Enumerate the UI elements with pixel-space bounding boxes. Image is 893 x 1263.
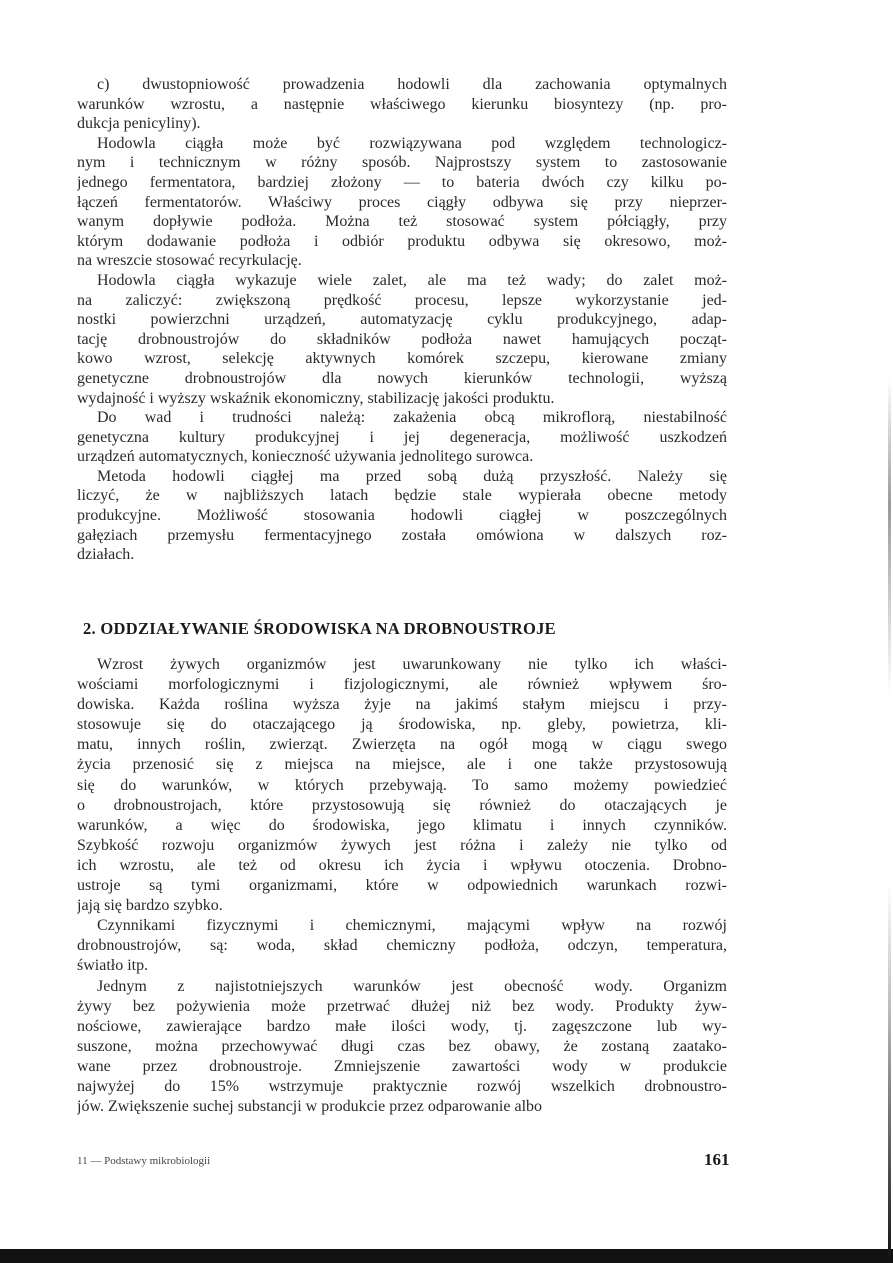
text-line: stosowuje się do otaczającego ją środowiska, np. gleby, powietrza, kli- (77, 716, 727, 734)
text-line: dowiska. Każda roślina wyższa żyje na jakimś stałym miejscu i przy- (77, 696, 727, 714)
text-line: żywy bez pożywienia może przetrwać dłużej niż bez wody. Produkty żyw- (77, 997, 727, 1015)
text-line: urządzeń automatycznych, konieczność używania jednolitego surowca. (77, 448, 534, 466)
text-line: światło itp. (77, 957, 149, 975)
paragraph (77, 467, 727, 565)
text-line: genetyczne drobnoustrojów dla nowych kierunków technologii, wyższą (77, 369, 727, 387)
text-line: nym i technicznym w różny sposób. Najprostszy system to zastosowanie (77, 154, 727, 172)
paragraph (77, 271, 727, 408)
text-line: o drobnoustrojach, które przystosowują się również do otaczających je (77, 796, 727, 814)
section-2-text (77, 655, 727, 1117)
text-line: wościami morfologicznymi i fizjologicznymi, ale również wpływem śro- (77, 676, 727, 694)
text-line: łączeń fermentatorów. Właściwy proces ciągły odbywa się przy nieprzer- (77, 193, 727, 211)
text-line: którym dodawanie podłoża i odbiór produktu odbywa się okresowo, moż- (77, 232, 727, 250)
text-line: wanym dopływie podłoża. Można też stosować system półciągły, przy (77, 213, 727, 231)
text-line: Metoda hodowli ciągłej ma przed sobą dużą przyszłość. Należy się (97, 467, 727, 485)
text-line: najwyżej do 15% wstrzymuje praktycznie rozwój wszelkich drobnoustro- (77, 1077, 727, 1095)
text-line: warunków wzrostu, a następnie właściwego kierunku biosyntezy (np. pro- (77, 95, 727, 113)
text-line: jają się bardzo szybko. (77, 897, 223, 915)
text-line: działach. (77, 546, 135, 564)
scan-border-right (888, 0, 891, 1263)
text-line: się do warunków, w których przebywają. To samo możemy powiedzieć (77, 776, 727, 794)
text-line: na zaliczyć: zwiększoną prędkość procesu, lepsze wykorzystanie jed- (77, 291, 727, 309)
text-line: jednego fermentatora, bardziej złożony — to bateria dwóch czy kilku po- (77, 173, 727, 191)
section-1-text (77, 75, 727, 565)
text-line: Wzrost żywych organizmów jest uwarunkowany nie tylko ich właści- (97, 656, 727, 673)
text-line: liczyć, że w najbliższych latach będzie stale wypierała obecne metody (77, 487, 727, 505)
text-line: drobnoustrojów, są: woda, skład chemiczny podłoża, odczyn, temperatura, (77, 937, 727, 955)
paragraph (77, 916, 727, 976)
text-line: wydajność i wyższy wskaźnik ekonomiczny, stabilizację jakości produktu. (77, 389, 555, 407)
footer-signature: 11 — Podstawy mikrobiologii (77, 1155, 211, 1167)
text-line: matu, innych roślin, zwierząt. Zwierzęta na ogół mogą w ciągu swego (77, 736, 727, 754)
page-number: 161 (704, 1150, 730, 1169)
paragraph (77, 977, 727, 1118)
text-line: Hodowla ciągła może być rozwiązywana pod względem technologicz- (97, 134, 727, 152)
scan-border-bottom (0, 1249, 893, 1263)
text-line: dukcja penicyliny). (77, 115, 201, 133)
text-line: kowo wzrost, selekcję aktywnych komórek szczepu, kierowane zmiany (77, 350, 727, 368)
text-line: produkcyjne. Możliwość stosowania hodowli ciągłej w poszczególnych (77, 507, 727, 525)
text-line: jów. Zwiększenie suchej substancji w produkcie przez odparowanie albo (77, 1098, 543, 1116)
section-heading: 2. ODDZIAŁYWANIE ŚRODOWISKA NA DROBNOUSTROJE (83, 619, 556, 638)
paragraph (77, 655, 727, 916)
text-line: Jednym z najistotniejszych warunków jest obecność wody. Organizm (97, 977, 727, 995)
text-line: Czynnikami fizycznymi i chemicznymi, mającymi wpływ na rozwój (97, 917, 727, 935)
text-line: Szybkość rozwoju organizmów żywych jest różna i zależy nie tylko od (77, 836, 727, 854)
text-line: c) dwustopniowość prowadzenia hodowli dla zachowania optymalnych (97, 76, 727, 93)
text-line: Do wad i trudności należą: zakażenia obcą mikroflorą, niestabilność (97, 409, 727, 427)
text-line: wane przez drobnoustroje. Zmniejszenie zawartości wody w produkcie (77, 1057, 727, 1075)
text-line: genetyczna kultury produkcyjnej i jej degeneracja, możliwość uszkodzeń (77, 428, 727, 446)
paragraph (77, 134, 727, 271)
text-line: gałęziach przemysłu fermentacyjnego została omówiona w dalszych roz- (77, 526, 727, 544)
paragraph (77, 408, 727, 467)
text-line: Hodowla ciągła wykazuje wiele zalet, ale ma też wady; do zalet moż- (97, 271, 727, 289)
text-line: suszone, można przechowywać długi czas bez obawy, że zostaną zaatako- (77, 1037, 727, 1055)
text-line: tację drobnoustrojów do składników podłoża nawet hamujących począt- (77, 330, 727, 348)
paragraph (77, 75, 727, 134)
text-line: ich wzrostu, ale też od okresu ich życia i wpływu otoczenia. Drobno- (77, 856, 727, 874)
text-line: na wreszcie stosować recyrkulację. (77, 252, 302, 270)
text-line: nościowe, zawierające bardzo małe ilości wody, tj. zagęszczone lub wy- (77, 1017, 727, 1035)
text-line: ustroje są tymi organizmami, które w odpowiednich warunkach rozwi- (77, 877, 727, 895)
text-line: nostki powierzchni urządzeń, automatyzację cyklu produkcyjnego, adap- (77, 311, 727, 329)
text-line: warunków, a więc do środowiska, jego klimatu i innych czynników. (77, 816, 727, 834)
text-line: życia przenosić się z miejsca na miejsce, ale i one także przystosowują (77, 756, 727, 774)
